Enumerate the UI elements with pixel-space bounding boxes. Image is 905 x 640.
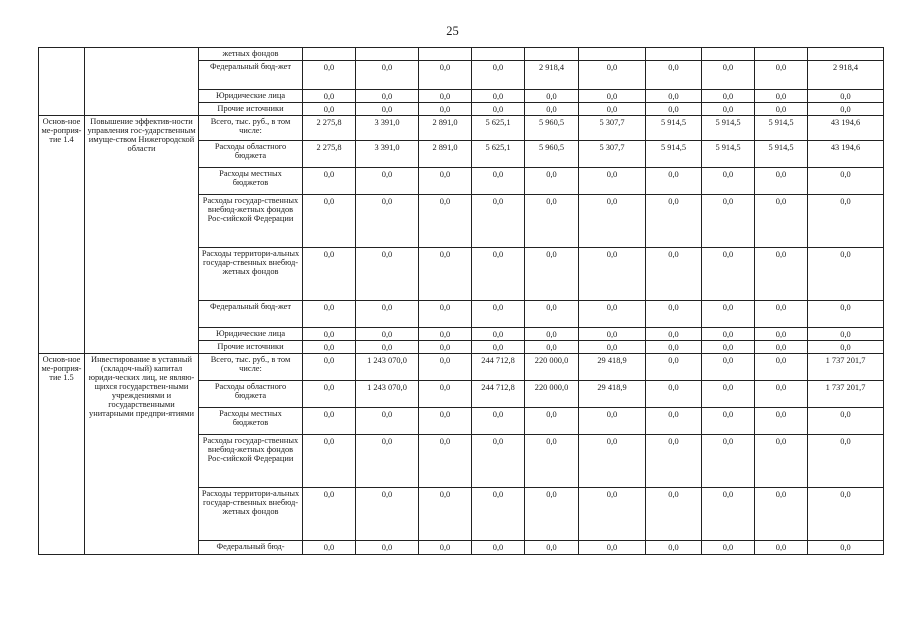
value-cell: 0,0 (579, 61, 646, 90)
value-cell: 0,0 (702, 248, 755, 301)
value-cell: 2 891,0 (419, 141, 472, 168)
value-cell: 5 960,5 (525, 141, 579, 168)
funding-source-cell: Юридические лица (199, 328, 303, 341)
table-row (39, 354, 884, 381)
value-cell: 0,0 (755, 61, 808, 90)
value-cell: 0,0 (646, 103, 702, 116)
value-cell: 3 391,0 (356, 116, 419, 141)
value-cell: 0,0 (472, 195, 525, 248)
value-cell: 0,0 (646, 195, 702, 248)
value-cell: 5 914,5 (702, 141, 755, 168)
value-cell: 0,0 (702, 341, 755, 354)
value-cell: 0,0 (579, 103, 646, 116)
value-cell: 0,0 (419, 195, 472, 248)
value-cell: 0,0 (646, 541, 702, 555)
value-cell: 0,0 (646, 248, 702, 301)
funding-source-cell: жетных фондов (199, 48, 303, 61)
value-cell: 0,0 (303, 248, 356, 301)
value-cell: 0,0 (702, 168, 755, 195)
value-cell: 0,0 (419, 488, 472, 541)
value-cell: 0,0 (646, 168, 702, 195)
value-cell: 0,0 (755, 341, 808, 354)
value-cell: 0,0 (808, 541, 884, 555)
value-cell: 0,0 (646, 381, 702, 408)
value-cell: 5 914,5 (646, 116, 702, 141)
value-cell: 0,0 (755, 354, 808, 381)
value-cell: 0,0 (356, 248, 419, 301)
value-cell: 5 914,5 (755, 116, 808, 141)
value-cell: 0,0 (808, 488, 884, 541)
funding-source-cell: Федеральный бюд- (199, 541, 303, 555)
value-cell: 0,0 (303, 435, 356, 488)
value-cell: 0,0 (303, 354, 356, 381)
value-cell: 0,0 (755, 541, 808, 555)
value-cell: 0,0 (702, 354, 755, 381)
value-cell: 0,0 (419, 341, 472, 354)
page-number: 25 (446, 24, 459, 38)
value-cell (472, 48, 525, 61)
value-cell: 0,0 (702, 435, 755, 488)
value-cell: 0,0 (472, 328, 525, 341)
value-cell: 0,0 (525, 435, 579, 488)
value-cell (419, 48, 472, 61)
value-cell: 0,0 (356, 435, 419, 488)
value-cell: 0,0 (808, 341, 884, 354)
value-cell: 0,0 (646, 90, 702, 103)
value-cell: 0,0 (808, 435, 884, 488)
value-cell: 244 712,8 (472, 354, 525, 381)
value-cell (579, 48, 646, 61)
value-cell: 0,0 (472, 488, 525, 541)
value-cell: 5 625,1 (472, 141, 525, 168)
value-cell (356, 48, 419, 61)
value-cell: 2 275,8 (303, 141, 356, 168)
funding-source-cell: Расходы государ-ственных внебюд-жетных фондов Рос-сийской Федерации (199, 435, 303, 488)
value-cell: 0,0 (356, 408, 419, 435)
value-cell: 0,0 (808, 90, 884, 103)
value-cell: 0,0 (579, 408, 646, 435)
value-cell: 0,0 (646, 354, 702, 381)
value-cell: 0,0 (356, 168, 419, 195)
value-cell: 0,0 (808, 301, 884, 328)
value-cell: 0,0 (356, 301, 419, 328)
measure-name-cell: Инвестирование в уставный (складоч-ный) капитал юриди-ческих лиц, не являю-щихся государствен-ными учреждениями и государственными унитарными предпри-ятиями (85, 354, 199, 555)
value-cell: 0,0 (303, 541, 356, 555)
value-cell: 29 418,9 (579, 354, 646, 381)
value-cell: 0,0 (356, 328, 419, 341)
value-cell: 0,0 (755, 408, 808, 435)
value-cell: 0,0 (579, 435, 646, 488)
value-cell: 0,0 (579, 328, 646, 341)
value-cell (646, 48, 702, 61)
value-cell: 0,0 (303, 381, 356, 408)
value-cell: 0,0 (702, 541, 755, 555)
value-cell: 0,0 (702, 195, 755, 248)
funding-source-cell: Юридические лица (199, 90, 303, 103)
value-cell: 0,0 (755, 103, 808, 116)
value-cell: 0,0 (755, 168, 808, 195)
value-cell: 0,0 (472, 408, 525, 435)
value-cell: 2 891,0 (419, 116, 472, 141)
value-cell: 0,0 (702, 61, 755, 90)
value-cell: 0,0 (646, 328, 702, 341)
funding-source-cell: Федеральный бюд-жет (199, 301, 303, 328)
value-cell: 0,0 (472, 103, 525, 116)
measure-code-cell: Основ-ное ме-роприя-тие 1.4 (39, 116, 85, 354)
value-cell: 0,0 (472, 248, 525, 301)
value-cell: 0,0 (755, 435, 808, 488)
funding-source-cell: Прочие источники (199, 341, 303, 354)
value-cell: 220 000,0 (525, 354, 579, 381)
value-cell: 0,0 (419, 435, 472, 488)
value-cell (808, 48, 884, 61)
value-cell: 0,0 (808, 103, 884, 116)
value-cell: 0,0 (525, 90, 579, 103)
value-cell: 0,0 (702, 381, 755, 408)
value-cell (702, 48, 755, 61)
funding-source-cell: Расходы государ-ственных внебюд-жетных фондов Рос-сийской Федерации (199, 195, 303, 248)
value-cell: 0,0 (646, 488, 702, 541)
value-cell: 0,0 (646, 341, 702, 354)
value-cell: 0,0 (755, 301, 808, 328)
value-cell: 1 243 070,0 (356, 354, 419, 381)
value-cell: 0,0 (472, 301, 525, 328)
value-cell: 220 000,0 (525, 381, 579, 408)
value-cell: 0,0 (419, 541, 472, 555)
value-cell: 5 960,5 (525, 116, 579, 141)
value-cell: 0,0 (755, 381, 808, 408)
value-cell: 0,0 (303, 301, 356, 328)
value-cell: 0,0 (303, 328, 356, 341)
value-cell: 0,0 (579, 341, 646, 354)
value-cell: 0,0 (646, 408, 702, 435)
value-cell: 0,0 (579, 488, 646, 541)
value-cell: 0,0 (579, 195, 646, 248)
value-cell: 0,0 (702, 301, 755, 328)
value-cell (303, 48, 356, 61)
value-cell: 0,0 (525, 301, 579, 328)
value-cell: 0,0 (303, 103, 356, 116)
value-cell: 0,0 (356, 90, 419, 103)
table-row (39, 48, 884, 61)
value-cell: 0,0 (303, 168, 356, 195)
value-cell: 0,0 (702, 488, 755, 541)
budget-table (38, 47, 884, 555)
value-cell: 0,0 (419, 354, 472, 381)
funding-source-cell: Прочие источники (199, 103, 303, 116)
value-cell: 2 275,8 (303, 116, 356, 141)
measure-name-cell-continued (85, 48, 199, 116)
value-cell: 0,0 (579, 248, 646, 301)
value-cell: 0,0 (808, 408, 884, 435)
measure-name-cell: Повышение эффектив-ности управления гос-ударственным имуще-ством Нижегородской области (85, 116, 199, 354)
value-cell: 244 712,8 (472, 381, 525, 408)
value-cell: 5 914,5 (646, 141, 702, 168)
value-cell: 0,0 (303, 341, 356, 354)
value-cell: 0,0 (755, 195, 808, 248)
value-cell: 0,0 (808, 168, 884, 195)
value-cell (525, 48, 579, 61)
value-cell: 0,0 (472, 341, 525, 354)
value-cell: 0,0 (303, 90, 356, 103)
value-cell: 0,0 (579, 90, 646, 103)
value-cell: 29 418,9 (579, 381, 646, 408)
funding-source-cell: Расходы областного бюджета (199, 141, 303, 168)
value-cell: 0,0 (702, 408, 755, 435)
value-cell: 1 737 201,7 (808, 381, 884, 408)
value-cell: 2 918,4 (808, 61, 884, 90)
value-cell: 0,0 (525, 488, 579, 541)
value-cell: 0,0 (646, 435, 702, 488)
value-cell: 0,0 (525, 408, 579, 435)
value-cell: 2 918,4 (525, 61, 579, 90)
value-cell: 43 194,6 (808, 141, 884, 168)
value-cell: 3 391,0 (356, 141, 419, 168)
value-cell: 0,0 (646, 61, 702, 90)
value-cell: 0,0 (356, 341, 419, 354)
value-cell: 0,0 (808, 328, 884, 341)
value-cell: 0,0 (808, 248, 884, 301)
value-cell: 0,0 (419, 248, 472, 301)
value-cell: 0,0 (579, 541, 646, 555)
value-cell: 0,0 (419, 90, 472, 103)
value-cell: 0,0 (419, 328, 472, 341)
table-row (39, 116, 884, 141)
value-cell: 0,0 (472, 541, 525, 555)
funding-source-cell: Расходы областного бюджета (199, 381, 303, 408)
value-cell: 1 737 201,7 (808, 354, 884, 381)
value-cell: 0,0 (755, 328, 808, 341)
value-cell: 43 194,6 (808, 116, 884, 141)
funding-source-cell: Расходы местных бюджетов (199, 408, 303, 435)
value-cell: 0,0 (303, 408, 356, 435)
value-cell: 0,0 (303, 488, 356, 541)
value-cell: 0,0 (419, 408, 472, 435)
funding-source-cell: Расходы местных бюджетов (199, 168, 303, 195)
table-body (39, 48, 884, 555)
value-cell: 0,0 (419, 103, 472, 116)
value-cell: 0,0 (356, 61, 419, 90)
value-cell: 0,0 (472, 435, 525, 488)
value-cell: 0,0 (419, 301, 472, 328)
value-cell: 0,0 (303, 61, 356, 90)
value-cell: 0,0 (303, 195, 356, 248)
value-cell: 0,0 (525, 168, 579, 195)
value-cell: 0,0 (525, 541, 579, 555)
value-cell: 5 307,7 (579, 141, 646, 168)
value-cell: 0,0 (646, 301, 702, 328)
value-cell: 0,0 (579, 301, 646, 328)
value-cell: 5 914,5 (755, 141, 808, 168)
value-cell: 0,0 (755, 248, 808, 301)
value-cell: 0,0 (356, 195, 419, 248)
value-cell: 5 914,5 (702, 116, 755, 141)
value-cell: 0,0 (808, 195, 884, 248)
value-cell: 0,0 (702, 328, 755, 341)
value-cell: 0,0 (525, 328, 579, 341)
value-cell: 0,0 (702, 103, 755, 116)
funding-source-cell: Всего, тыс. руб., в том числе: (199, 116, 303, 141)
value-cell: 0,0 (356, 103, 419, 116)
funding-source-cell: Расходы территори-альных государ-ственных внебюд-жетных фондов (199, 248, 303, 301)
value-cell: 0,0 (419, 381, 472, 408)
value-cell: 0,0 (525, 341, 579, 354)
value-cell: 0,0 (525, 195, 579, 248)
value-cell (755, 48, 808, 61)
code-cell-continued (39, 48, 85, 116)
value-cell: 5 307,7 (579, 116, 646, 141)
value-cell: 0,0 (419, 168, 472, 195)
funding-source-cell: Всего, тыс. руб., в том числе: (199, 354, 303, 381)
value-cell: 0,0 (356, 488, 419, 541)
value-cell: 0,0 (472, 61, 525, 90)
value-cell: 0,0 (472, 90, 525, 103)
value-cell: 0,0 (525, 248, 579, 301)
value-cell: 5 625,1 (472, 116, 525, 141)
value-cell: 0,0 (702, 90, 755, 103)
value-cell: 1 243 070,0 (356, 381, 419, 408)
value-cell: 0,0 (472, 168, 525, 195)
value-cell: 0,0 (525, 103, 579, 116)
funding-source-cell: Расходы территори-альных государ-ственных внебюд-жетных фондов (199, 488, 303, 541)
value-cell: 0,0 (579, 168, 646, 195)
measure-code-cell: Основ-ное ме-роприя-тие 1.5 (39, 354, 85, 555)
value-cell: 0,0 (755, 488, 808, 541)
value-cell: 0,0 (419, 61, 472, 90)
value-cell: 0,0 (755, 90, 808, 103)
value-cell: 0,0 (356, 541, 419, 555)
funding-source-cell: Федеральный бюд-жет (199, 61, 303, 90)
